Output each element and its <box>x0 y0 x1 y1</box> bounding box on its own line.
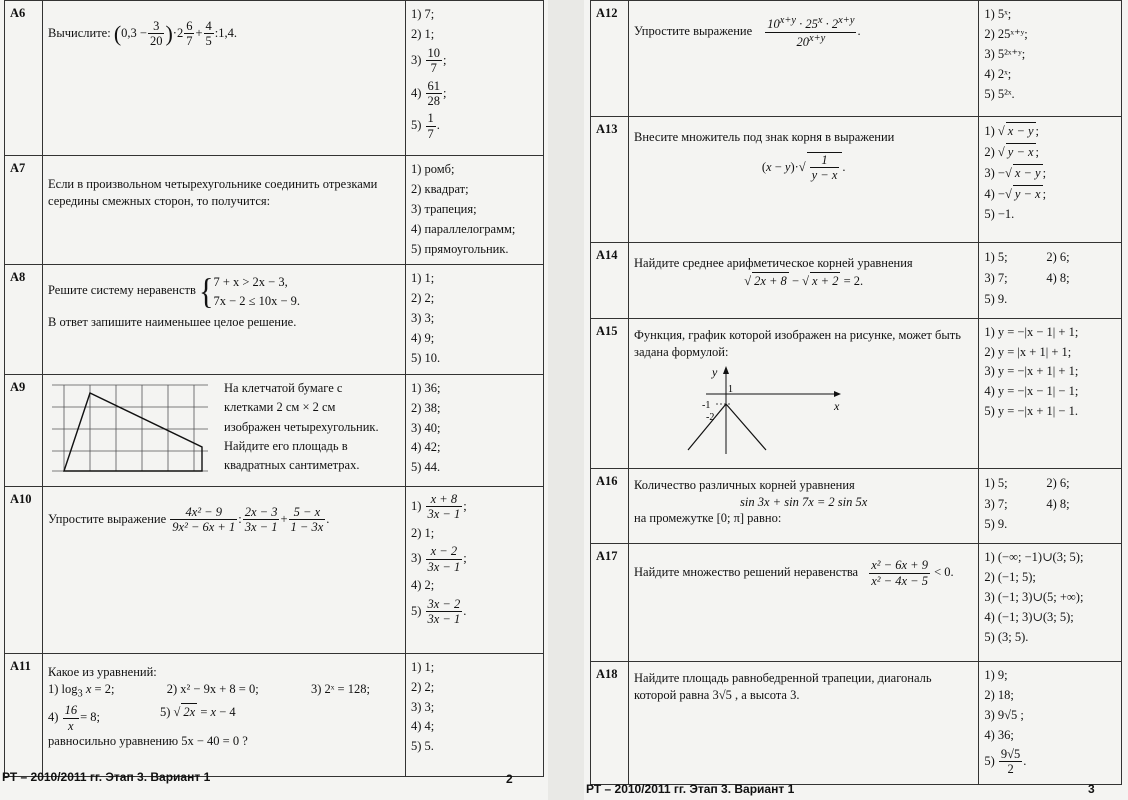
answer-option[interactable]: 4) $\frac{61}{28}$ ; <box>410 78 447 108</box>
answer-option[interactable]: 1) 1; <box>410 659 435 674</box>
questions-table-left <box>4 0 544 777</box>
footer: РТ – 2010/2011 гг. Этап 3. Вариант 1 <box>2 770 211 784</box>
answer-option[interactable]: 1) √ x − y ; <box>984 124 1040 138</box>
svg-text:1: 1 <box>728 384 734 396</box>
answer-option[interactable]: 5) y = −|x + 1| − 1. <box>984 404 1078 419</box>
question-number: A9 <box>5 374 43 486</box>
page-number: 3 <box>1088 782 1095 796</box>
svg-text:-1: -1 <box>702 400 711 412</box>
answer-option[interactable]: 2) y = |x + 1| + 1; <box>984 344 1072 359</box>
answer-list <box>979 544 1122 662</box>
question-number: A16 <box>591 468 629 544</box>
answer-list <box>979 318 1122 468</box>
answer-option[interactable]: 3) 40; <box>410 420 441 435</box>
answer-option[interactable]: 2) (−1; 5); <box>984 570 1036 585</box>
question-number: A14 <box>591 243 629 319</box>
svg-text:x: x <box>834 399 840 414</box>
answer-option[interactable]: 3) y = −|x + 1| + 1; <box>984 364 1079 379</box>
answer-option[interactable]: 2) 18; <box>984 688 1014 703</box>
question-a10 <box>5 486 544 653</box>
question-a13 <box>591 117 1122 243</box>
answer-option[interactable]: 3) 3; <box>410 699 435 714</box>
question-text: Если в произвольном четырехугольнике соединить отрезками середины смежных сторон, то получится: <box>43 156 406 265</box>
answer-list <box>979 117 1122 243</box>
question-text: Количество различных корней уравнения sin 3x + sin 7x = 2 sin 5x на промежутке [0; π] равно: <box>629 468 979 544</box>
svg-text:y: y <box>712 365 718 380</box>
question-text: Решите систему неравенств { 7 + x > 2x − 3, 7x − 2 ≤ 10x − 9. В ответ запишите наименьшее целое решение. <box>43 265 406 374</box>
answer-option[interactable]: 5) −1. <box>984 206 1015 221</box>
answer-option[interactable]: 1) ромб; <box>410 162 455 176</box>
answer-option[interactable]: 4) 4; <box>410 719 435 734</box>
question-number: A8 <box>5 265 43 374</box>
question-number: A15 <box>591 318 629 468</box>
question-a14 <box>591 243 1122 319</box>
answer-option[interactable]: 4) −√ y − x ; <box>984 186 1047 201</box>
question-number: A13 <box>591 117 629 243</box>
answer-list <box>979 662 1122 784</box>
question-a16 <box>591 468 1122 544</box>
footer: РТ – 2010/2011 гг. Этап 3. Вариант 1 <box>586 782 795 796</box>
answer-list <box>405 1 543 156</box>
question-number: A7 <box>5 156 43 265</box>
question-number: A18 <box>591 662 629 784</box>
answer-option[interactable]: 1) 5; <box>984 250 1008 264</box>
answer-option[interactable]: 4) 8; <box>1046 270 1070 285</box>
question-text: Найдите множество решений неравенства $\frac{\text{x² − 6x + 9}}{\text{x² − 4x − 5}}$ < 0. <box>629 544 979 662</box>
question-a18 <box>591 662 1122 784</box>
answer-option[interactable]: 5) 10. <box>410 350 441 365</box>
page-gutter <box>548 0 584 800</box>
answer-option[interactable]: 1) 1; <box>410 271 435 286</box>
answer-option[interactable]: 3) 3; <box>410 311 435 326</box>
answer-option[interactable]: 3) 7; <box>984 270 1008 285</box>
answer-option[interactable]: 5) 5²ˣ. <box>984 86 1015 101</box>
answer-option[interactable]: 4) 8; <box>1046 496 1070 511</box>
answer-option[interactable]: 3) трапеция; <box>410 201 477 216</box>
answer-option[interactable]: 3) (−1; 3)∪(5; +∞); <box>984 590 1084 604</box>
question-a9 <box>5 374 544 486</box>
answer-option[interactable]: 4) 42; <box>410 440 441 455</box>
answer-option[interactable]: 5) (3; 5). <box>984 629 1029 644</box>
question-a6 <box>5 1 544 156</box>
answer-option[interactable]: 2) 6; <box>1046 250 1070 264</box>
question-text: Функция, график которой изображен на рисунке, может быть задана формулой: y x 1 -1 -2 <box>629 318 979 468</box>
question-text: Внесите множитель под знак корня в выражении (x − y)·√ $\frac{1}{y - x}$ . <box>629 117 979 243</box>
answer-list <box>979 243 1122 319</box>
answer-option[interactable]: 4) параллелограмм; <box>410 221 516 236</box>
question-number: A6 <box>5 1 43 156</box>
answer-option[interactable]: 3) 9√5 ; <box>984 708 1024 722</box>
answer-option[interactable]: 3) $\frac{10}{7}$ ; <box>410 45 447 76</box>
question-a17 <box>591 544 1122 662</box>
questions-table-right <box>590 0 1122 785</box>
answer-list <box>979 468 1122 544</box>
answer-option[interactable]: 2) 1; <box>410 26 435 41</box>
question-number: A17 <box>591 544 629 662</box>
question-text: Упростите выражение $\frac{\text{4x² − 9}}{\text{9x² − 6x + 1}}$ : $\frac{2x - 3}{3x - 1}$ + $\frac{5 - x}{1 - 3x}$ . <box>43 486 406 653</box>
svg-text:-2: -2 <box>706 412 715 424</box>
answer-option[interactable]: 5) $\frac{9√5}{2}$ . <box>984 746 1027 777</box>
answer-option[interactable]: 3) 5²ˣ⁺ʸ; <box>984 46 1026 61</box>
answer-option[interactable]: 4) 2ˣ; <box>984 66 1012 81</box>
answer-option[interactable]: 2) 38; <box>410 400 441 415</box>
page-number: 2 <box>506 772 513 786</box>
answer-option[interactable]: 5) 5. <box>410 739 434 754</box>
function-graph <box>684 364 844 456</box>
answer-option[interactable]: 2) √ y − x ; <box>984 144 1040 159</box>
question-number: A12 <box>591 1 629 117</box>
answer-list <box>405 653 543 776</box>
answer-option[interactable]: 4) 36; <box>984 727 1014 742</box>
grid-quadrilateral-figure <box>48 379 218 475</box>
answer-option[interactable]: 4) 9; <box>410 331 435 345</box>
question-a11 <box>5 653 544 776</box>
answer-option[interactable]: 4) y = −|x − 1| − 1; <box>984 384 1079 399</box>
answer-option[interactable]: 5) $\frac{1}{7}$ . <box>410 111 440 141</box>
answer-list <box>405 486 543 653</box>
answer-option[interactable]: 1) 5ˣ; <box>984 7 1012 21</box>
answer-list <box>979 1 1122 117</box>
answer-option[interactable]: 5) прямоугольник. <box>410 241 509 256</box>
answer-option[interactable]: 5) 9. <box>984 517 1008 532</box>
question-text: Вычислите: (0,3 − $\frac{3}{20}$ )·2 $\frac{6}{7}$ + $\frac{4}{5}$ :1,4. <box>43 1 406 156</box>
answer-option[interactable]: 1) 7; <box>410 7 435 21</box>
answer-option[interactable]: 2) 2; <box>410 679 435 694</box>
answer-option[interactable]: 3) −√ x − y ; <box>984 165 1047 180</box>
question-a15 <box>591 318 1122 468</box>
answer-option[interactable]: 5) 9. <box>984 291 1008 306</box>
answer-option[interactable]: 5) 44. <box>410 460 441 475</box>
question-text: Найдите среднее арифметическое корней уравнения √ 2x + 8 − √ x + 2 = 2. <box>629 243 979 319</box>
answer-option[interactable]: 2) 25ˣ⁺ʸ; <box>984 26 1028 41</box>
answer-list <box>405 265 543 374</box>
answer-option[interactable]: 1) 9; <box>984 668 1008 683</box>
answer-option[interactable]: 1) 5; <box>984 475 1008 490</box>
answer-option[interactable]: 1) $\frac{x + 8}{3x - 1}$ ; <box>410 491 467 522</box>
question-text: Найдите площадь равнобедренной трапеции, диагональ которой равна 3√5 , а высота 3. <box>629 662 979 784</box>
answer-list <box>405 156 543 265</box>
answer-option[interactable]: 3) 7; <box>984 496 1008 511</box>
answer-option[interactable]: 1) y = −|x − 1| + 1; <box>984 324 1079 339</box>
question-number: A10 <box>5 486 43 653</box>
question-text: На клетчатой бумаге с клетками 2 см × 2 см изображен четырехугольник. Найдите его площадь в квадратных сантиметрах. <box>43 374 406 486</box>
answer-option[interactable]: 4) (−1; 3)∪(3; 5); <box>984 609 1074 624</box>
page-2 <box>0 0 548 800</box>
answer-option[interactable]: 2) 1; <box>410 525 435 540</box>
answer-option[interactable]: 1) 36; <box>410 380 441 395</box>
answer-option[interactable]: 3) $\frac{x - 2}{3x - 1}$ ; <box>410 544 467 574</box>
answer-option[interactable]: 5) $\frac{3x - 2}{3x - 1}$ . <box>410 597 467 627</box>
page-3 <box>584 0 1128 800</box>
question-a8 <box>5 265 544 374</box>
answer-option[interactable]: 4) 2; <box>410 578 435 593</box>
answer-list <box>405 374 543 486</box>
question-text: Какое из уравнений: 1) $\log_3 x = 2$; 2) x² − 9x + 8 = 0; 3) 2ˣ = 128; 4) $\frac{16}{x}$ = 8; 5) √ 2x = x − 4 равносильно уравнению 5x − 40 = 0 ? <box>43 653 406 776</box>
question-a7 <box>5 156 544 265</box>
answer-option[interactable]: 1) (−∞; −1)∪(3; 5); <box>984 550 1084 565</box>
question-text: Упростите выражение $\frac{10^{x+y} \cdot 25^x \cdot 2^{x+y}}{20^{x+y}}$ . <box>629 1 979 117</box>
question-number: A11 <box>5 653 43 776</box>
answer-option[interactable]: 2) 6; <box>1046 475 1070 490</box>
answer-option[interactable]: 2) 2; <box>410 291 435 306</box>
answer-option[interactable]: 2) квадрат; <box>410 181 469 196</box>
question-a12 <box>591 1 1122 117</box>
